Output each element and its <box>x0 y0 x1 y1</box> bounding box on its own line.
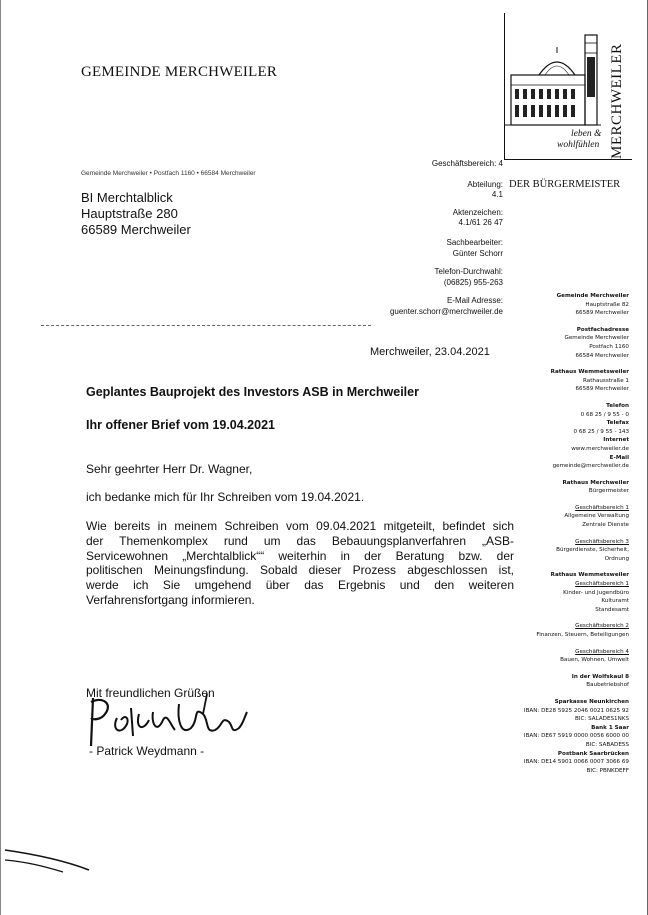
sidebar-line: BIC: SABADE5S <box>585 741 629 748</box>
sidebar-line: Internet <box>603 437 629 444</box>
body-paragraph <box>86 519 514 608</box>
paragraph-line: werde ich Sie umgehend über das Ergebnis und den weiteren <box>86 578 514 593</box>
sidebar-line: Postfach 1160 <box>589 343 629 350</box>
paragraph-line: der Themenkomplex rund um das Bebauungsplanverfahren „ASB- <box>86 533 514 548</box>
sidebar-line: gemeinde@merchweiler.de <box>552 463 629 470</box>
sidebar-line: IBAN: DE14 5901 0066 0007 3066 69 <box>523 759 629 766</box>
sidebar-line: Bank 1 Saar <box>591 724 629 731</box>
logo-slogan-1: leben & <box>571 129 602 139</box>
letter-date: Merchweiler, 23.04.2021 <box>370 346 490 358</box>
email-value: guenter.schorr@merchweiler.de <box>389 307 503 316</box>
sidebar-spacer <box>521 665 629 673</box>
intro-sentence: ich bedanke mich für Ihr Schreiben vom 19.04.2021. <box>86 490 365 504</box>
recipient-line-2: Hauptstraße 280 <box>81 206 178 221</box>
sidebar-line: Telefon <box>606 402 629 409</box>
sidebar-line: Geschäftsbereich 2 <box>575 623 629 630</box>
recipient-line-1: BI Merchtalblick <box>81 190 173 205</box>
sidebar-line: 66584 Merchweiler <box>575 352 629 359</box>
sidebar-line: Standesamt <box>595 606 629 613</box>
sidebar-line: www.merchweiler.de <box>571 445 629 452</box>
paragraph-line: Wie bereits in meinem Schreiben vom 09.04.2021 mitgeteilt, befindet sich <box>86 519 514 533</box>
sidebar-spacer <box>521 563 629 571</box>
geschaeftsbereich: Geschäftsbereich: 4 <box>431 159 503 168</box>
sidebar-line: Bürgerdienste, Sicherheit, <box>556 547 629 554</box>
sidebar-line: In der Wolfskaul 8 <box>571 673 629 680</box>
sidebar-line: Baubetriebshof <box>586 682 629 689</box>
sidebar-line: Hauptstraße 82 <box>585 301 629 308</box>
sidebar-line: IBAN: DE28 5925 2046 0021 0625 92 <box>523 707 629 714</box>
fold-mark <box>41 325 371 326</box>
sidebar-line: Finanzen, Steuern, Beteiligungen <box>536 632 629 638</box>
sidebar-line: 0 68 25 / 9 55 - 143 <box>573 428 629 435</box>
sidebar-spacer <box>521 690 629 698</box>
logo-slogan-2: wohlfühlen <box>557 140 600 150</box>
sidebar-line: Rathaus Wemmetsweiler <box>550 369 629 376</box>
sachbearbeiter-label: Sachbearbeiter: <box>446 238 503 247</box>
sidebar-line: Postbank Saarbrücken <box>557 750 629 757</box>
sidebar-line: Bauen, Wohnen, Umwelt <box>560 657 629 664</box>
salutation: Sehr geehrter Herr Dr. Wagner, <box>86 462 253 476</box>
sidebar-line: BIC: SALADES1NKS <box>575 716 629 723</box>
telefon-value: (06825) 955-263 <box>443 278 503 287</box>
email-label: E-Mail Adresse: <box>446 296 503 305</box>
sidebar-line: Bürgermeister <box>588 488 629 495</box>
office-title: DER BÜRGERMEISTER <box>509 179 621 190</box>
sidebar-line: Allgemeine Verwaltung <box>564 513 629 520</box>
sidebar-line: Ordnung <box>604 555 629 562</box>
sender-line: Gemeinde Merchweiler • Postfach 1160 • 66584 Merchweiler <box>81 170 256 177</box>
sidebar-spacer <box>521 471 629 479</box>
sidebar-line: Zentrale Dienste <box>582 522 629 529</box>
paragraph-line: Verfahrensfortgang informieren. <box>86 592 255 607</box>
aktenzeichen-value: 4.1/61 26 47 <box>458 218 503 227</box>
signature-icon <box>83 690 253 750</box>
signer-name: - Patrick Weydmann - <box>89 744 205 758</box>
sidebar-line: Gemeinde Merchweiler <box>556 293 629 299</box>
sidebar-spacer <box>521 394 629 402</box>
sidebar-line: BIC: PBNKDEFF <box>586 767 629 774</box>
sidebar-line: 66589 Merchweiler <box>575 310 629 317</box>
sidebar-line: E-Mail <box>609 454 629 461</box>
subject-line-2: Ihr offener Brief vom 19.04.2021 <box>86 418 275 432</box>
sidebar-line: Sparkasse Neunkirchen <box>554 698 629 705</box>
paragraph-line: politischen Meinungsfindung. Sobald dieser Prozess abgeschlossen ist, <box>86 563 514 578</box>
sidebar-line: 66589 Merchweiler <box>575 386 629 393</box>
sidebar-spacer <box>521 640 629 648</box>
paragraph-line: Servicewohnen „Merchtalblick““ weiterhin in der Beratung bzw. der <box>86 548 514 563</box>
municipality-name: GEMEINDE MERCHWEILER <box>81 64 278 80</box>
sidebar-line: Geschäftsbereich 1 <box>575 581 629 588</box>
sidebar-line: Rathausstraße 1 <box>583 377 629 384</box>
closing: Mit freundlichen Grüßen <box>86 686 215 700</box>
abteilung-label: Abteilung: <box>467 180 503 189</box>
sidebar-contact-info <box>521 292 629 775</box>
sidebar-spacer <box>521 530 629 538</box>
aktenzeichen-label: Aktenzeichen: <box>452 208 503 217</box>
sidebar-spacer <box>521 496 629 504</box>
sidebar-spacer <box>521 614 629 622</box>
sidebar-spacer <box>521 360 629 368</box>
sidebar-line: Geschäftsbereich 1 <box>575 504 629 511</box>
abteilung-value: 4.1 <box>491 190 503 199</box>
sachbearbeiter-value: Günter Schorr <box>452 249 503 258</box>
sidebar-line: Geschäftsbereich 3 <box>575 538 629 545</box>
subject-line-1: Geplantes Bauprojekt des Investors ASB in Merchweiler <box>86 385 419 399</box>
sidebar-spacer <box>521 318 629 326</box>
sidebar-line: 0 68 25 / 9 55 - 0 <box>580 411 629 418</box>
logo-brand: MERCHWEILER <box>609 43 625 159</box>
sidebar-line: Rathaus Merchweiler <box>562 479 629 486</box>
sidebar-line: Geschäftsbereich 4 <box>575 648 629 655</box>
sidebar-line: Kinder- und Jugendbüro <box>563 589 629 596</box>
sidebar-line: Gemeinde Merchweiler <box>564 335 629 342</box>
sidebar-line: Kulturamt <box>601 598 629 605</box>
municipality-logo <box>504 13 632 160</box>
sidebar-line: Rathaus Wemmetsweiler <box>550 572 629 579</box>
recipient-line-3: 66589 Merchweiler <box>81 222 191 237</box>
sidebar-line: Postfachadresse <box>576 326 629 333</box>
sidebar-line: IBAN: DE67 5919 0000 0056 6000 00 <box>523 733 629 740</box>
sidebar-line: Telefax <box>606 420 629 427</box>
telefon-label: Telefon-Durchwahl: <box>434 267 503 276</box>
scan-artifact <box>3 844 93 874</box>
